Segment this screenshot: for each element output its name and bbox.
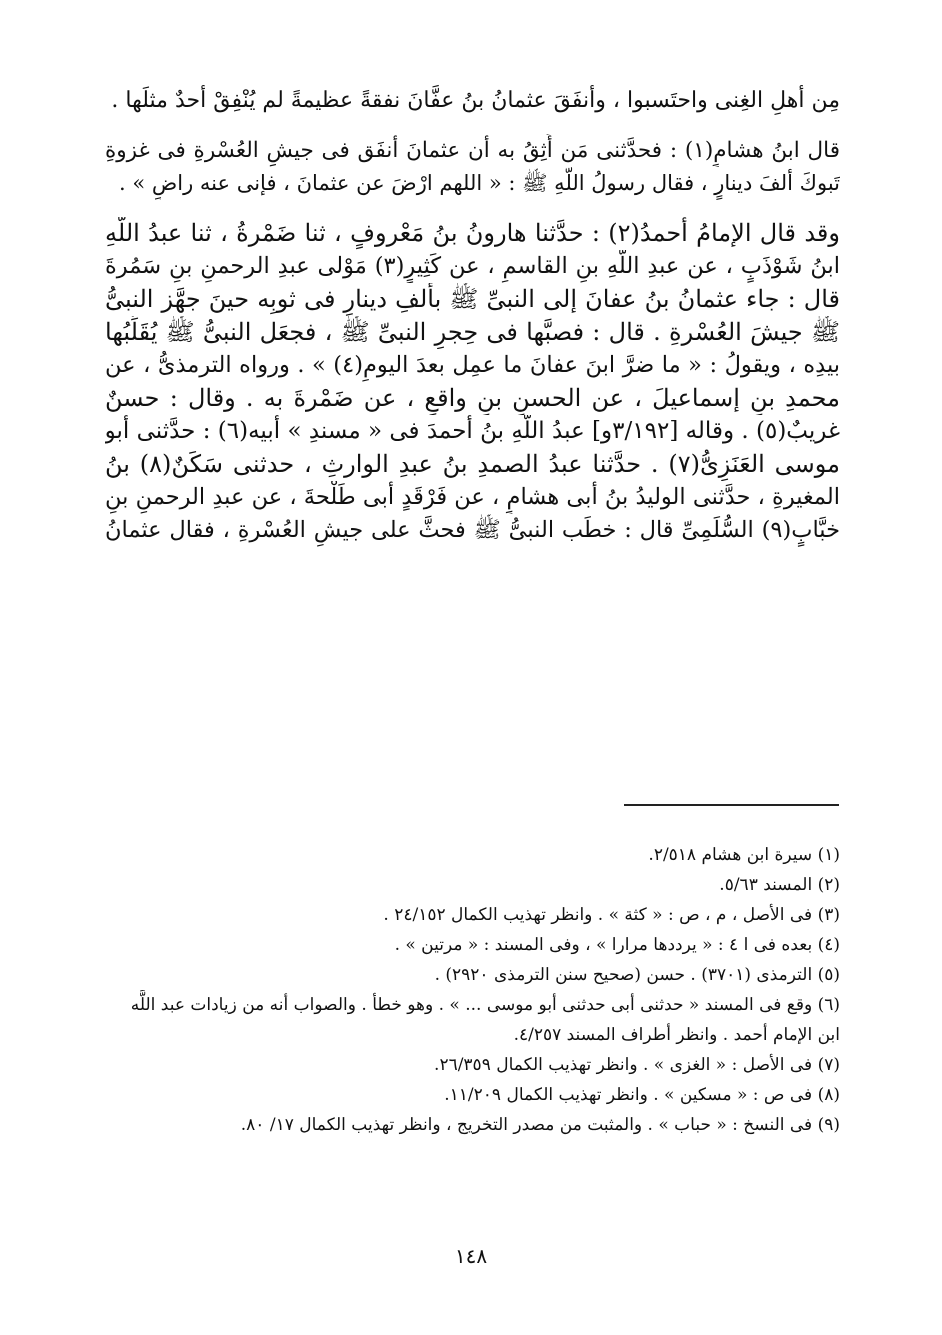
footnote: ابن الإمام أحمد . وانظر أطراف المسند ٤/٢٥٧. (513, 1025, 840, 1045)
footnote: (١) سيرة ابن هشام ٢/٥١٨. (648, 845, 840, 865)
page-number: ١٤٨ (454, 1244, 488, 1268)
text-line: بيدِه ، ويقولُ : « ما ضرَّ ابنَ عفانَ ما عمِل بعدَ اليومِ(٤) » . ورواه الترمذىُّ ، عن (105, 352, 840, 378)
footnote-separator (624, 804, 839, 806)
footnote: (٤) بعده فى ا ٤ : « يرددها مرارا » ، وفى المسند : « مرتين » . (394, 935, 840, 955)
footnote: (٦) وقع فى المسند « حدثنى أبى حدثنى أبو موسى ... » . وهو خطأ . والصواب أنه من زيادات عبد اللَّه (130, 995, 840, 1015)
text-line: خبَّابٍ(٩) السُّلَمِىِّ قال : خطَب النبىُّ ﷺ فحثَّ على جيشِ العُسْرةِ ، فقال عثمانُ (105, 517, 840, 543)
text-line: ﷺ جيشَ العُسْرةِ . قال : فصبَّها فى حِجرِ النبىِّ ﷺ ، فجعَل النبىُّ ﷺ يُقَلِّبُها (105, 318, 840, 346)
text-line: ابنُ شَوْذَبٍ ، عن عبدِ اللَّهِ بنِ القاسمِ ، عن كَثِيرٍ(٣) مَوْلى عبدِ الرحمنِ بنِ سَمُرةَ (105, 253, 840, 279)
paragraph-gap (105, 117, 840, 134)
footnotes (105, 840, 840, 1140)
footnote: (٨) فى ص : « مسكين » . وانظر تهذيب الكمال ١١/٢٠٩. (444, 1085, 840, 1105)
main-text (105, 84, 840, 547)
footnote: (٩) فى النسخ : « حباب » . والمثبت من مصدر التخريج ، وانظر تهذيب الكمال ١٧/ ٨٠. (240, 1115, 840, 1135)
footnote: (٧) فى الأصل : « الغزى » . وانظر تهذيب الكمال ٢٦/٣٥٩. (434, 1055, 840, 1075)
text-line: محمدِ بنِ إسماعيلَ ، عن الحسنِ بنِ واقعٍ ، عن ضَمْرةَ به . وقال : حسنٌ (105, 384, 840, 412)
footnote: (٣) فى الأصل ، م ، ص : « كثة » . وانظر تهذيب الكمال ٢٤/١٥٢ . (383, 905, 840, 925)
text-line: المغيرةِ ، حدَّثنى الوليدُ بنُ أبى هشامٍ ، عن فَرْقَدٍ أبى طَلْحةَ ، عن عبدِ الرحمنِ بنِ (105, 484, 840, 510)
text-line: مِن أهلِ الغِنى واحتَسبوا ، وأنفَقَ عثمانُ بنُ عفَّانَ نفقةً عظيمةً لم يُنْفِقْ أحدٌ مثلَها . (111, 88, 840, 113)
text-line: تَبوكَ ألفَ دينارٍ ، فقال رسولُ اللَّهِ ﷺ : « اللهم ارْضَ عن عثمانَ ، فإنى عنه راضٍ » . (118, 171, 840, 195)
footnote: (٥) الترمذى (٣٧٠١) . حسن (صحيح سنن الترمذى ٢٩٢٠) . (434, 965, 840, 985)
paragraph-gap (105, 200, 840, 217)
text-line: وقد قال الإمامُ أحمدُ(٢) : حدَّثنا هارونُ بنُ مَعْروفٍ ، ثنا ضَمْرةُ ، ثنا عبدُ اللَّهِ (105, 219, 840, 247)
text-line: قال : جاء عثمانُ بنُ عفانَ إلى النبىِّ ﷺ بألفِ دينارٍ فى ثوبِه حينَ جهَّز النبىُّ (105, 285, 840, 313)
text-line: موسى العَنَزِىُّ(٧) . حدَّثنا عبدُ الصمدِ بنُ عبدِ الوارثِ ، حدثنى سَكَنٌ(٨) بنُ (105, 450, 840, 478)
text-line: غريبٌ(٥) . وقاله [٣/١٩٢و] عبدُ اللَّهِ بنُ أحمدَ فى « مسندِ » أبيه(٦) : حدَّثنى أبو (105, 418, 840, 444)
text-line: قال ابنُ هشامٍ(١) : فحدَّثنى مَن أَثِقُ به أن عثمانَ أنفَق فى جيشِ العُسْرةِ فى غزوةِ (105, 138, 840, 163)
footnote: (٢) المسند ٥/٦٣. (719, 875, 840, 895)
